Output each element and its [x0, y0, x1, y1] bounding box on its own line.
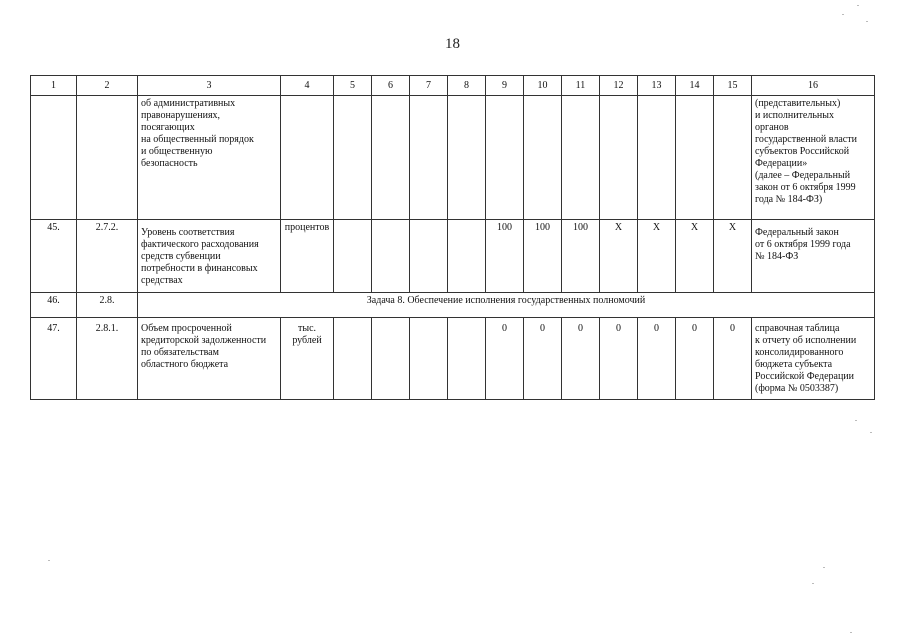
- source-text: Федеральный закон от 6 октября 1999 года № 184-ФЗ: [752, 220, 875, 293]
- page-number: 18: [445, 36, 460, 52]
- row-number: 45.: [31, 220, 77, 293]
- value-cell: 0: [676, 318, 714, 400]
- value-cell: [372, 220, 410, 293]
- header-cell: 10: [524, 76, 562, 96]
- header-cell: 11: [562, 76, 600, 96]
- header-cell: 15: [714, 76, 752, 96]
- header-cell: 6: [372, 76, 410, 96]
- value-cell: 100: [486, 220, 524, 293]
- value-cell: 0: [486, 318, 524, 400]
- value-cell: 0: [524, 318, 562, 400]
- indicator-name: Уровень соответствия фактического расходования средств субвенции потребности в финансовых средствах: [138, 220, 281, 293]
- value-cell: [334, 318, 372, 400]
- header-cell: 13: [638, 76, 676, 96]
- value-cell: [448, 318, 486, 400]
- indicator-name: Объем просроченной кредиторской задолженности по обязательствам областного бюджета: [138, 318, 281, 400]
- value-cell: 0: [714, 318, 752, 400]
- unit-of-measure: тыс. рублей: [281, 318, 334, 400]
- value-cell: X: [600, 220, 638, 293]
- row-number: 46.: [31, 293, 77, 318]
- header-cell: 3: [138, 76, 281, 96]
- row-code: 2.8.: [77, 293, 138, 318]
- value-cell: [372, 318, 410, 400]
- header-cell: 9: [486, 76, 524, 96]
- header-cell: 1: [31, 76, 77, 96]
- value-cell: [410, 220, 448, 293]
- row-code: 2.7.2.: [77, 220, 138, 293]
- task-row: [31, 293, 875, 318]
- source-text: справочная таблица к отчету об исполнении консолидированного бюджета субъекта Российской Федерации (форма № 0503387): [752, 318, 875, 400]
- header-cell: 14: [676, 76, 714, 96]
- value-cell: X: [638, 220, 676, 293]
- header-cell: 12: [600, 76, 638, 96]
- continuation-source-text: (представительных) и исполнительных органов государственной власти субъектов Российской Федерации» (далее – Федеральный закон от 6 октября 1999 года № 184-ФЗ): [752, 96, 875, 220]
- header-cell: 16: [752, 76, 875, 96]
- row-number: 47.: [31, 318, 77, 400]
- continuation-row: [31, 96, 875, 220]
- value-cell: [334, 220, 372, 293]
- value-cell: X: [714, 220, 752, 293]
- value-cell: 100: [562, 220, 600, 293]
- header-cell: 7: [410, 76, 448, 96]
- value-cell: [448, 220, 486, 293]
- value-cell: 0: [600, 318, 638, 400]
- table-header-row: [31, 76, 875, 96]
- continuation-indicator-text: об административных правонарушениях, посягающих на общественный порядок и общественную безопасность: [138, 96, 281, 220]
- header-cell: 2: [77, 76, 138, 96]
- row-code: 2.8.1.: [77, 318, 138, 400]
- task-title: Задача 8. Обеспечение исполнения государственных полномочий: [138, 293, 875, 318]
- header-cell: 8: [448, 76, 486, 96]
- value-cell: 100: [524, 220, 562, 293]
- unit-of-measure: процентов: [281, 220, 334, 293]
- header-cell: 5: [334, 76, 372, 96]
- value-cell: 0: [638, 318, 676, 400]
- value-cell: 0: [562, 318, 600, 400]
- header-cell: 4: [281, 76, 334, 96]
- indicators-table: [30, 75, 875, 400]
- value-cell: X: [676, 220, 714, 293]
- value-cell: [410, 318, 448, 400]
- table-row: [31, 318, 875, 400]
- table-row: [31, 220, 875, 293]
